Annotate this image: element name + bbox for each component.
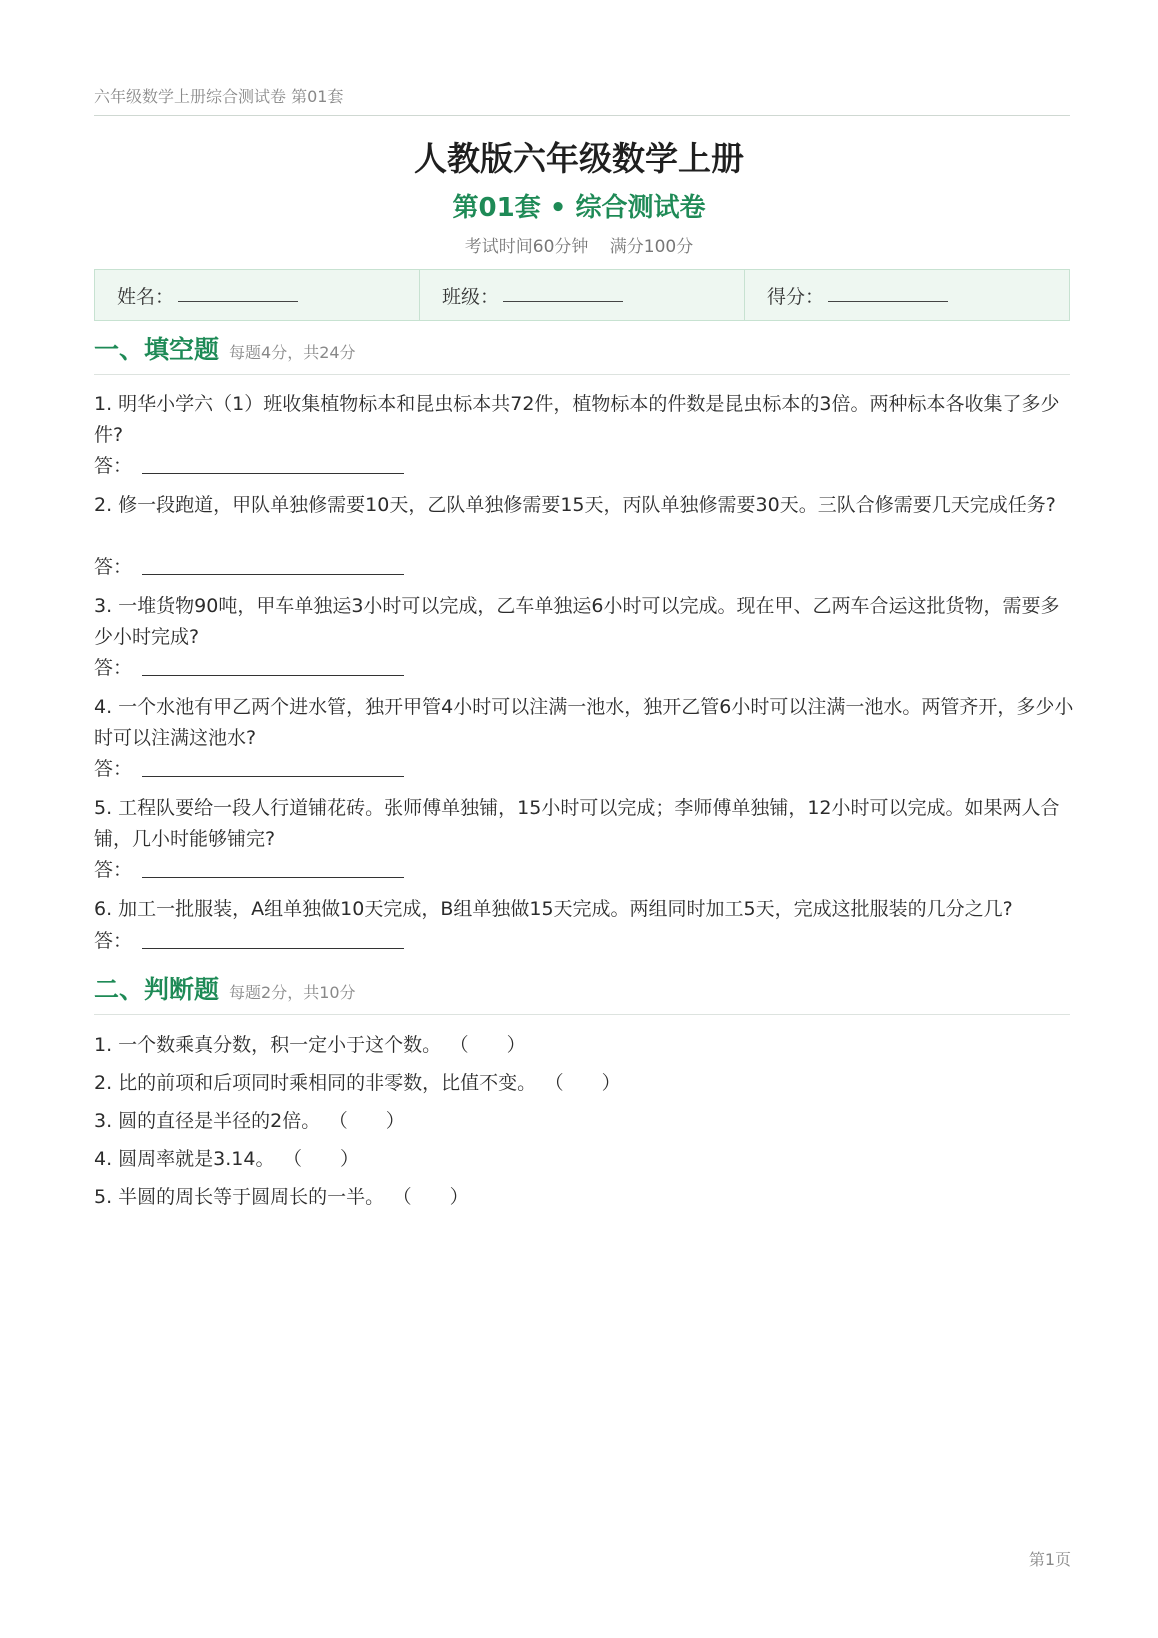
section1-title: 一、填空题 — [94, 335, 220, 364]
judge-answer-paren[interactable]: （ ） — [459, 1034, 526, 1056]
section1-heading — [94, 330, 356, 366]
exam-full-score: 满分100分 — [609, 237, 694, 257]
answer-blank-2[interactable] — [142, 574, 404, 575]
judge-question-5 — [94, 1182, 469, 1209]
judge-answer-paren[interactable]: （ ） — [554, 1072, 621, 1094]
page-subtitle: 第01套 • 综合测试卷 — [452, 193, 706, 223]
class-cell — [420, 270, 745, 320]
section2-divider — [94, 1014, 1070, 1015]
fill-question-2: 2. 修一段跑道，甲队单独修需要10天，乙队单独修需要15天，丙队单独修需要30天。三队合修需要几天完成任务? — [94, 494, 1056, 516]
fill-question-4: 4. 一个水池有甲乙两个进水管，独开甲管4小时可以注满一池水，独开乙管6小时可以注满一池水。两管齐开，多少小时可以注满这池水? — [94, 696, 1074, 749]
answer-blank-6[interactable] — [142, 948, 404, 949]
judge-answer-paren[interactable]: （ ） — [338, 1110, 405, 1132]
judge-answer-paren[interactable]: （ ） — [402, 1186, 469, 1208]
judge-question-text: 5. 半圆的周长等于圆周长的一半。 — [94, 1186, 385, 1208]
page-number: 第1页 — [1028, 1550, 1071, 1569]
section2-score: 每题2分，共10分 — [229, 983, 356, 1002]
judge-question-text: 2. 比的前项和后项同时乘相同的非零数，比值不变。 — [94, 1072, 537, 1094]
answer-row-1 — [94, 450, 404, 478]
answer-label: 答： — [94, 859, 133, 881]
fill-question-3: 3. 一堆货物90吨，甲车单独运3小时可以完成，乙车单独运6小时可以完成。现在甲、乙两车合运这批货物，需要多少小时完成? — [94, 595, 1060, 648]
answer-row-4 — [94, 753, 404, 781]
class-label: 班级： — [442, 285, 500, 308]
name-cell — [95, 270, 420, 320]
exam-time: 考试时间60分钟 — [464, 237, 589, 257]
score-cell — [745, 270, 1069, 320]
running-header: 六年级数学上册综合测试卷 第01套 — [94, 87, 344, 106]
header-divider — [94, 115, 1070, 116]
judge-question-3 — [94, 1106, 405, 1133]
page-title: 人教版六年级数学上册 — [414, 139, 744, 178]
exam-meta — [0, 232, 1158, 257]
judge-question-1 — [94, 1030, 526, 1057]
answer-label: 答： — [94, 930, 133, 952]
section1-divider — [94, 374, 1070, 375]
answer-blank-3[interactable] — [142, 675, 404, 676]
section2-heading — [94, 970, 356, 1006]
answer-label: 答： — [94, 758, 133, 780]
section1-score: 每题4分，共24分 — [229, 343, 356, 362]
answer-row-5 — [94, 854, 404, 882]
judge-answer-paren[interactable]: （ ） — [292, 1148, 359, 1170]
answer-label: 答： — [94, 455, 133, 477]
answer-row-6 — [94, 925, 404, 953]
answer-row-2 — [94, 551, 404, 579]
answer-blank-5[interactable] — [142, 877, 404, 878]
judge-question-text: 3. 圆的直径是半径的2倍。 — [94, 1110, 321, 1132]
student-info-box — [94, 269, 1070, 321]
class-blank[interactable] — [503, 301, 623, 302]
answer-blank-1[interactable] — [142, 473, 404, 474]
fill-question-6: 6. 加工一批服装，A组单独做10天完成，B组单独做15天完成。两组同时加工5天，完成这批服装的几分之几? — [94, 898, 1013, 920]
answer-blank-4[interactable] — [142, 776, 404, 777]
fill-question-5: 5. 工程队要给一段人行道铺花砖。张师傅单独铺，15小时可以完成；李师傅单独铺，12小时可以完成。如果两人合铺，几小时能够铺完? — [94, 797, 1060, 850]
name-blank[interactable] — [178, 301, 298, 302]
answer-row-3 — [94, 652, 404, 680]
answer-label: 答： — [94, 556, 133, 578]
section2-title: 二、判断题 — [94, 975, 220, 1004]
name-label: 姓名： — [117, 285, 175, 308]
judge-question-text: 4. 圆周率就是3.14。 — [94, 1148, 275, 1170]
judge-question-4 — [94, 1144, 359, 1171]
score-label: 得分： — [767, 285, 825, 308]
fill-question-1: 1. 明华小学六（1）班收集植物标本和昆虫标本共72件，植物标本的件数是昆虫标本的3倍。两种标本各收集了多少件? — [94, 393, 1060, 446]
judge-question-2 — [94, 1068, 621, 1095]
judge-question-text: 1. 一个数乘真分数，积一定小于这个数。 — [94, 1034, 442, 1056]
score-blank[interactable] — [828, 301, 948, 302]
answer-label: 答： — [94, 657, 133, 679]
